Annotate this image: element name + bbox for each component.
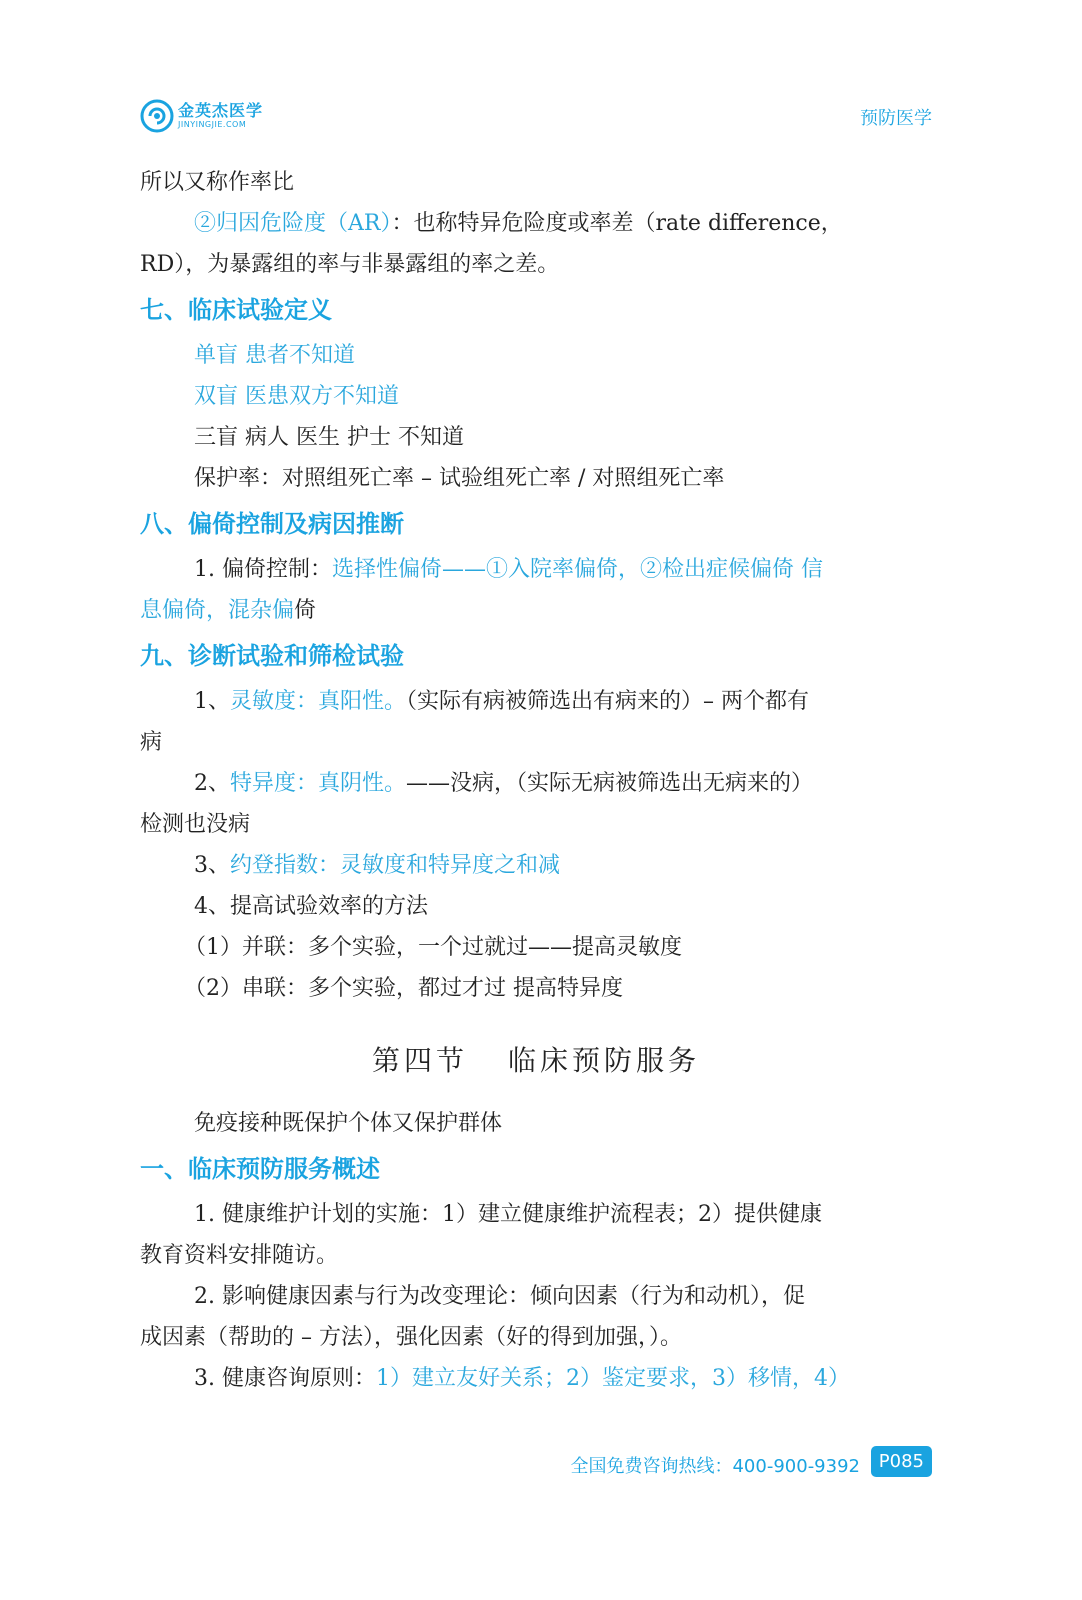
hotline-text: 全国免费咨询热线：400-900-9392	[570, 1456, 860, 1477]
page-number-badge: P085	[871, 1446, 932, 1477]
text-line: 免疫接种既保护个体又保护群体	[194, 1111, 503, 1136]
section-heading: 七、临床试验定义	[140, 296, 332, 324]
text-line	[140, 590, 932, 631]
highlight-text: 选择性偏倚——①入院率偏倚，②检出症候偏倚 信	[331, 557, 823, 582]
text-line: 2. 影响健康因素与行为改变理论：倾向因素（行为和动机），促	[194, 1284, 805, 1309]
logo-en-text: JINYINGJIE.COM	[178, 120, 247, 129]
highlight-text: ②归因危险度（AR）	[194, 211, 392, 236]
text-line: 单盲 患者不知道	[194, 343, 355, 368]
text-span: ：也称特异危险度或率差（rate difference，	[391, 211, 843, 236]
logo-icon	[140, 99, 174, 133]
text-span: （实际有病被筛选出有病来的）– 两个都有	[406, 689, 810, 714]
highlight-text: 约登指数：灵敏度和特异度之和减	[230, 853, 561, 878]
highlight-text: 灵敏度：真阳性。	[230, 689, 407, 714]
text-span: 1、	[194, 689, 230, 714]
text-line: （2）串联：多个实验，都过才过 提高特异度	[184, 976, 623, 1001]
highlight-text: 特异度：真阴性。	[230, 771, 407, 796]
page-content	[140, 162, 932, 1399]
text-line	[140, 1358, 932, 1399]
page-footer	[0, 1446, 932, 1482]
section-heading: 一、临床预防服务概述	[140, 1155, 380, 1183]
text-line: （1）并联：多个实验，一个过就过——提高灵敏度	[184, 935, 682, 960]
text-line: 检测也没病	[140, 812, 251, 837]
section-name: 临床预防服务	[508, 1044, 701, 1077]
text-line	[140, 549, 932, 590]
chapter-section-title	[140, 1033, 932, 1089]
logo-cn-text: 金英杰医学	[178, 101, 264, 120]
text-line: 双盲 医患双方不知道	[194, 384, 399, 409]
text-span: 倚	[294, 598, 317, 623]
brand-logo	[140, 96, 263, 136]
text-span: 1. 偏倚控制：	[194, 557, 332, 582]
text-line: 病	[140, 730, 163, 755]
text-line	[140, 681, 932, 722]
text-line	[140, 845, 932, 886]
text-line: 三盲 病人 医生 护士 不知道	[194, 425, 464, 450]
text-line: 教育资料安排随访。	[140, 1243, 339, 1268]
highlight-text: 息偏倚，混杂偏	[140, 598, 295, 623]
section-heading: 八、偏倚控制及病因推断	[140, 510, 404, 538]
text-line: 保护率：对照组死亡率 – 试验组死亡率 / 对照组死亡率	[194, 466, 725, 491]
text-line: 4、提高试验效率的方法	[194, 894, 428, 919]
page-header	[140, 96, 932, 136]
text-line: 所以又称作率比	[140, 170, 295, 195]
section-number: 第四节	[371, 1044, 468, 1077]
text-line	[140, 203, 932, 244]
text-line: 成因素（帮助的 – 方法），强化因素（好的得到加强，）。	[140, 1325, 682, 1350]
highlight-text: 1）建立友好关系；2）鉴定要求，3）移情，4）	[375, 1366, 850, 1391]
text-line: RD），为暴露组的率与非暴露组的率之差。	[140, 252, 560, 277]
text-span: 3. 健康咨询原则：	[194, 1366, 376, 1391]
text-span: 3、	[194, 853, 230, 878]
text-span: 2、	[194, 771, 230, 796]
subject-label: 预防医学	[860, 108, 932, 129]
text-line	[140, 763, 932, 804]
text-line: 1. 健康维护计划的实施：1）建立健康维护流程表；2）提供健康	[194, 1202, 822, 1227]
section-heading: 九、诊断试验和筛检试验	[140, 642, 404, 670]
text-span: ——没病，（实际无病被筛选出无病来的）	[406, 771, 814, 796]
